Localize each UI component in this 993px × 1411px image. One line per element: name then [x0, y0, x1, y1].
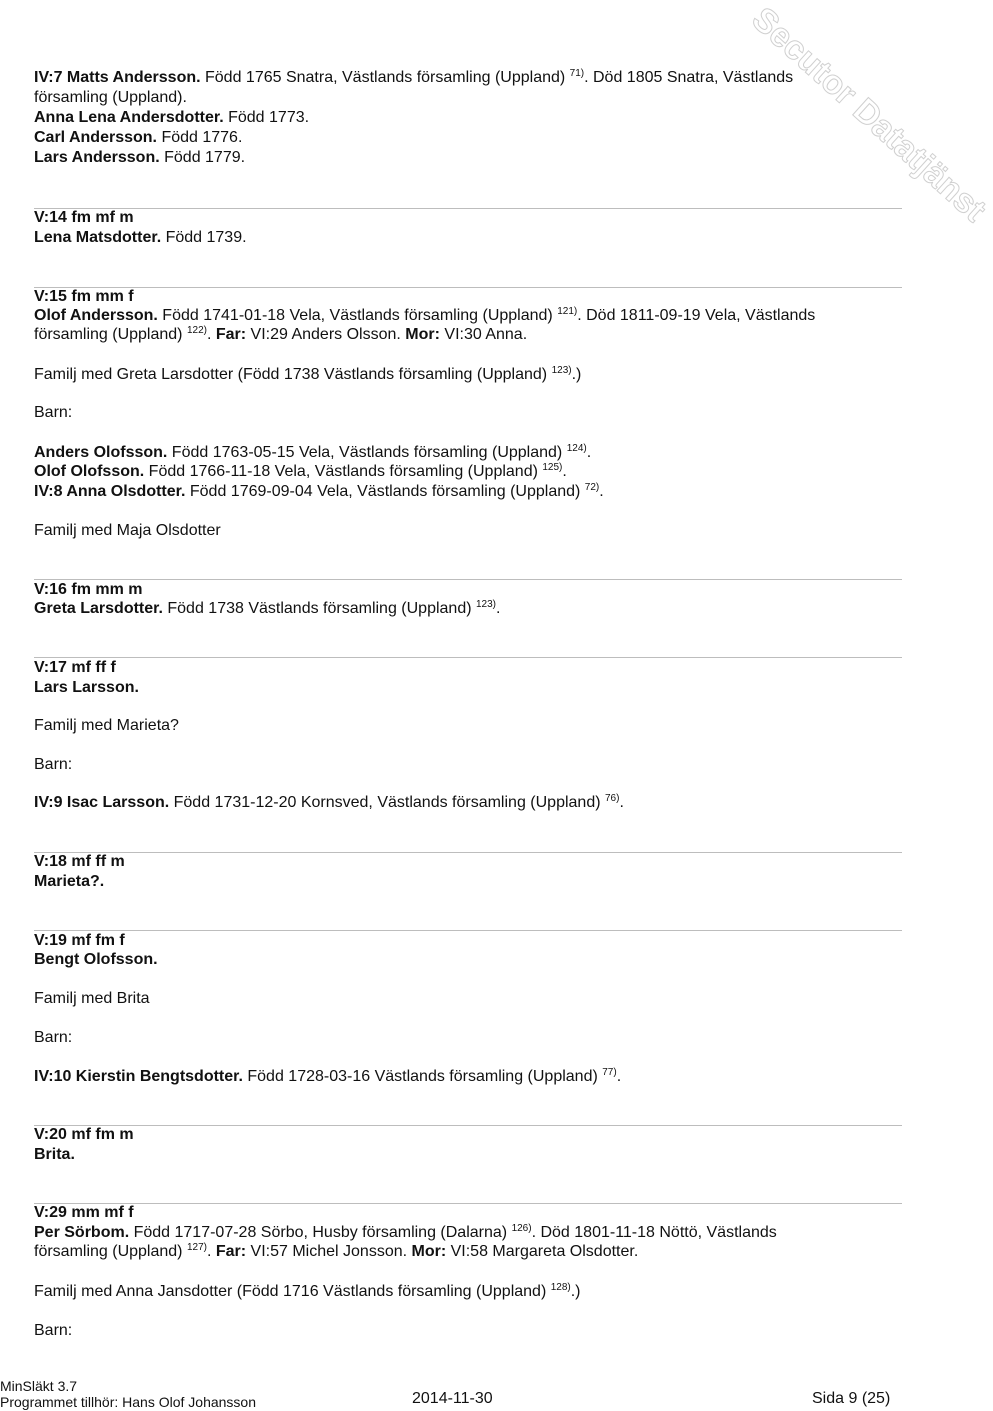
- print-date: 2014-11-30: [412, 1390, 493, 1407]
- family-line: Familj med Marieta?: [34, 717, 179, 734]
- person-line: Carl Andersson. Född 1776.: [34, 129, 243, 146]
- person-line: Lars Andersson. Född 1779.: [34, 149, 246, 166]
- children-label: Barn:: [34, 404, 73, 421]
- text-line: församling (Uppland) $^{122)}$. Far: VI:29 Anders Olsson. Mor: VI:30 Anna.: [34, 325, 528, 343]
- person-line: Brita.: [34, 1146, 75, 1163]
- section-heading: V:18 mf ff m: [34, 853, 125, 870]
- program-owner: Programmet tillhör: Hans Olof Johansson: [0, 1394, 256, 1410]
- section-heading: V:14 fm mf m: [34, 209, 134, 226]
- family-line: Familj med Greta Larsdotter (Född 1738 Västlands församling (Uppland) $^{123)}$.): [34, 365, 582, 383]
- section-heading: V:20 mf fm m: [34, 1126, 134, 1143]
- text-line: församling (Uppland) $^{127)}$. Far: VI:57 Michel Jonsson. Mor: VI:58 Margareta Olsdotter.: [34, 1242, 639, 1260]
- section-heading: V:15 fm mm f: [34, 288, 134, 305]
- page-footer: [0, 1378, 960, 1411]
- children-label: Barn:: [34, 1322, 73, 1339]
- child-line: IV:8 Anna Olsdotter. Född 1769-09-04 Vela, Västlands församling (Uppland) $^{72)}$.: [34, 482, 604, 500]
- person-line: Greta Larsdotter. Född 1738 Västlands församling (Uppland) $^{123)}$.: [34, 599, 501, 617]
- person-line: Olof Andersson. Född 1741-01-18 Vela, Västlands församling (Uppland) $^{121)}$. Död 1811-09-19 Vela, Västlands: [34, 306, 816, 324]
- text-line: församling (Uppland).: [34, 89, 187, 106]
- program-name: MinSläkt 3.7: [0, 1378, 78, 1394]
- children-label: Barn:: [34, 1029, 73, 1046]
- child-line: IV:9 Isac Larsson. Född 1731-12-20 Kornsved, Västlands församling (Uppland) $^{76)}$.: [34, 793, 624, 811]
- person-line: Anna Lena Andersdotter. Född 1773.: [34, 109, 310, 126]
- text-line: IV:7 Matts Andersson. Född 1765 Snatra, Västlands församling (Uppland) $^{71)}$. Död 1805 Snatra, Västlands: [34, 68, 794, 86]
- section-divider: [34, 1203, 902, 1204]
- person-line: Marieta?.: [34, 873, 105, 890]
- section-heading: V:16 fm mm m: [34, 581, 143, 598]
- family-line: Familj med Maja Olsdotter: [34, 522, 221, 539]
- family-line: Familj med Brita: [34, 990, 150, 1007]
- page-number: Sida 9 (25): [812, 1390, 891, 1407]
- person-line: Lena Matsdotter. Född 1739.: [34, 229, 247, 246]
- person-line: Lars Larsson.: [34, 679, 139, 696]
- watermark: Secutor Datatjänst: [744, 0, 993, 230]
- person-line: Per Sörbom. Född 1717-07-28 Sörbo, Husby församling (Dalarna) $^{126)}$. Död 1801-11-18 Nöttö, Västlands: [34, 1223, 777, 1241]
- child-line: Anders Olofsson. Född 1763-05-15 Vela, Västlands församling (Uppland) $^{124)}$.: [34, 443, 592, 461]
- person-line: Bengt Olofsson.: [34, 951, 158, 968]
- family-line: Familj med Anna Jansdotter (Född 1716 Västlands församling (Uppland) $^{128)}$.): [34, 1282, 581, 1300]
- section-heading: V:29 mm mf f: [34, 1204, 134, 1221]
- section-heading: V:17 mf ff f: [34, 659, 116, 676]
- children-label: Barn:: [34, 756, 73, 773]
- section-v29: [34, 0, 902, 1350]
- child-line: IV:10 Kierstin Bengtsdotter. Född 1728-03-16 Västlands församling (Uppland) $^{77)}$.: [34, 1067, 622, 1085]
- child-line: Olof Olofsson. Född 1766-11-18 Vela, Västlands församling (Uppland) $^{125)}$.: [34, 462, 567, 480]
- section-heading: V:19 mf fm f: [34, 932, 125, 949]
